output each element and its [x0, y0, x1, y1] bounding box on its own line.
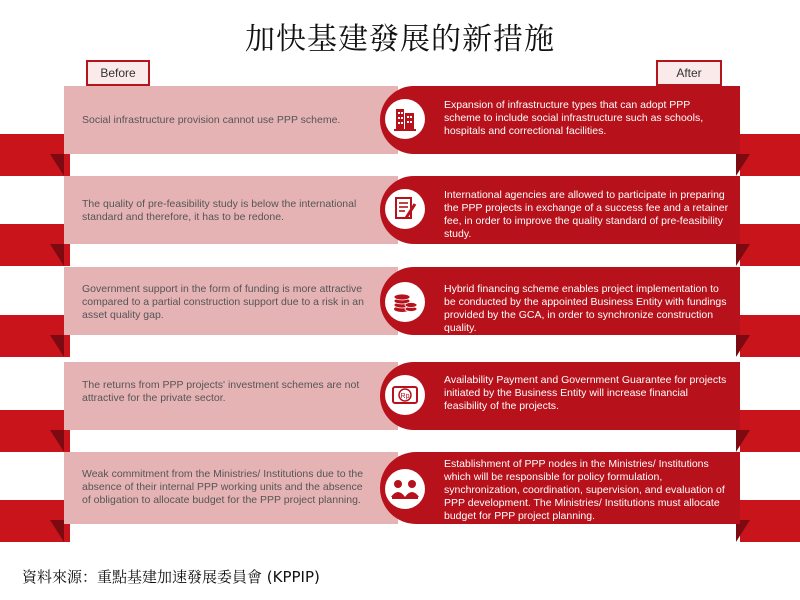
rupiah-symbol: Rp: [400, 393, 410, 400]
after-label: After: [656, 60, 722, 86]
people-meeting-icon: [384, 468, 426, 510]
after-text: Hybrid financing scheme enables project implementation to be conducted by the appointed Business Entity with fundings provided by the GCA, in order to synchronize construction quality.: [444, 283, 727, 334]
ribbon-fold-left: [50, 244, 64, 266]
ribbon-fold-left: [50, 520, 64, 542]
ribbon-fold-left: [50, 154, 64, 176]
ribbon-fold-left: [50, 430, 64, 452]
ribbon-fold-right: [736, 335, 750, 357]
after-text: Establishment of PPP nodes in the Ministries/ Institutions which will be responsible for policy formulation, synchronization, coordination, supervision, and evaluation of PPP development. The Ministries/ Institutions must allocate budget for PPP project planning.: [444, 458, 725, 522]
ribbon-fold-right: [736, 430, 750, 452]
before-text: The quality of pre-feasibility study is below the international standard and therefore, it has to be redone.: [82, 198, 357, 223]
after-text: Expansion of infrastructure types that can adopt PPP scheme to include social infrastructure such as schools, hospitals and correctional facilities.: [444, 99, 704, 137]
ribbon-fold-right: [736, 244, 750, 266]
comparison-row: [0, 267, 800, 377]
comparison-row: [0, 452, 800, 562]
page-title: 加快基建發展的新措施: [245, 22, 555, 57]
before-text: Government support in the form of funding is more attractive compared to a partial construction support due to a risk in an asset quality gap.: [82, 283, 364, 321]
source-note: 資料來源：重點基建加速發展委員會 (KPPIP): [22, 568, 320, 586]
buildings-icon: [384, 98, 426, 140]
ribbon-fold-right: [736, 154, 750, 176]
document-pen-icon: [384, 188, 426, 230]
before-text: The returns from PPP projects' investment schemes are not attractive for the private sector.: [82, 379, 360, 404]
after-text: Availability Payment and Government Guarantee for projects initiated by the Business Entity will increase financial feasibility of the projects.: [444, 374, 727, 412]
before-text: Social infrastructure provision cannot use PPP scheme.: [82, 114, 341, 126]
ribbon-fold-left: [50, 335, 64, 357]
before-label: Before: [86, 60, 150, 86]
before-text: Weak commitment from the Ministries/ Institutions due to the absence of their internal PPP working units and the absence of obligation to allocate budget for the PPP project planning.: [82, 468, 364, 506]
coins-icon: [384, 281, 426, 323]
rupiah-note-icon: [384, 374, 426, 416]
after-text: International agencies are allowed to participate in preparing the PPP projects in exchange of a success fee and a retainer fee, in order to improve the quality standard of pre-feasibility study.: [444, 189, 729, 240]
